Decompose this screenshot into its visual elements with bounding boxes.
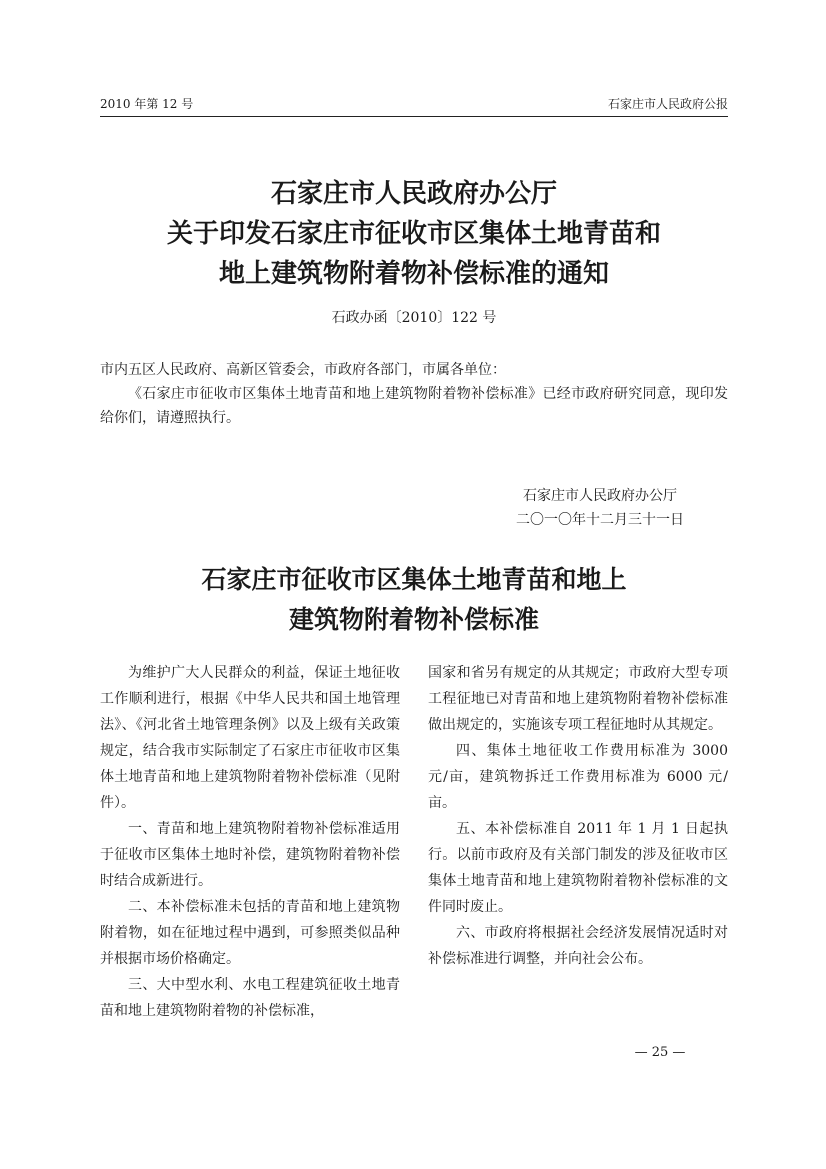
issue-date: 二〇一〇年十二月三十一日	[516, 512, 684, 528]
standard-body	[100, 660, 728, 1024]
notice-title-line: 地上建筑物附着物补偿标准的通知	[218, 259, 609, 289]
document-number: 石政办函〔2010〕122 号	[331, 310, 497, 326]
standard-title	[100, 560, 728, 640]
notice-title-line: 关于印发石家庄市征收市区集体土地青苗和	[166, 219, 661, 249]
paragraph: 三、大中型水利、水电工程建筑征收土地青苗和地上建筑物附着物的补偿标准，	[100, 977, 400, 1019]
notice-body	[100, 358, 728, 430]
page-number: — 25 —	[634, 1045, 686, 1060]
notice-title	[100, 174, 728, 294]
notice-recipients: 市内五区人民政府、高新区管委会，市政府各部门，市属各单位：	[100, 362, 506, 378]
paragraph: 为维护广大人民群众的利益，保证土地征收工作顺利进行，根据《中华人民共和国土地管理法》、《河北省土地管理条例》以及上级有关政策规定，结合我市实际制定了石家庄市征收市区集体土地青苗和地上建筑物附着物补偿标准（见附件）。	[100, 665, 400, 811]
paragraph: 国家和省另有规定的从其规定；市政府大型专项工程征地已对青苗和地上建筑物附着物补偿标准做出规定的，实施该专项工程征地时从其规定。	[428, 665, 728, 733]
right-column	[428, 660, 728, 1024]
left-column	[100, 660, 400, 1024]
paragraph: 五、本补偿标准自 2011 年 1 月 1 日起执行。以前市政府及有关部门制发的涉及征收市区集体土地青苗和地上建筑物附着物补偿标准的文件同时废止。	[428, 821, 728, 915]
page-header	[100, 96, 728, 117]
notice-title-line: 石家庄市人民政府办公厅	[270, 179, 557, 209]
paragraph: 一、青苗和地上建筑物附着物补偿标准适用于征收市区集体土地时补偿，建筑物附着物补偿时结合成新进行。	[100, 821, 400, 889]
signer: 石家庄市人民政府办公厅	[523, 488, 677, 504]
standard-title-line: 石家庄市征收市区集体土地青苗和地上	[201, 565, 627, 594]
signature-block	[480, 484, 720, 532]
paragraph: 六、市政府将根据社会经济发展情况适时对补偿标准进行调整，并向社会公布。	[428, 925, 728, 967]
publication-name: 石家庄市人民政府公报	[607, 97, 728, 111]
paragraph: 二、本补偿标准未包括的青苗和地上建筑物附着物，如在征地过程中遇到，可参照类似品种并根据市场价格确定。	[100, 899, 400, 967]
standard-title-line: 建筑物附着物补偿标准	[288, 605, 539, 634]
paragraph: 四、集体土地征收工作费用标准为 3000 元/亩，建筑物拆迁工作费用标准为 6000 元/亩。	[428, 743, 728, 811]
issue-label: 2010 年第 12 号	[100, 97, 194, 111]
notice-paragraph: 《石家庄市征收市区集体土地青苗和地上建筑物附着物补偿标准》已经市政府研究同意，现印发给你们，请遵照执行。	[100, 386, 728, 426]
